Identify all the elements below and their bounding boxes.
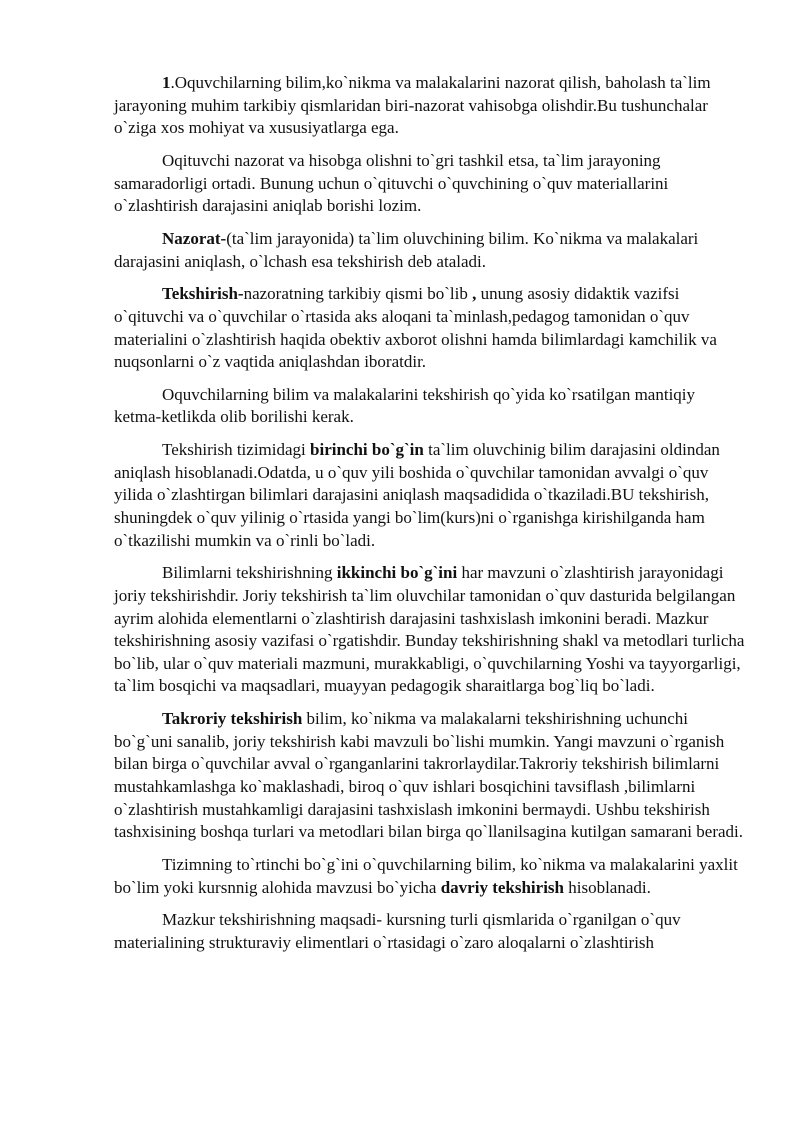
- paragraph-text: Bilimlarni tekshirishning: [162, 563, 337, 583]
- paragraph-3: [114, 228, 746, 273]
- paragraph-text-cont: har mavzuni o`zlashtirish jarayonidagi joriy tekshirishdir. Joriy tekshirish ta`lim oluvchilar tamonidan o`quv dasturida belgilangan ayrim alohida elementlarni o`zlashtirish darajasini tashxislash imkonini beradi. Mazkur tekshirishning asosiy vazifasi o`rgatishdir. Bunday tekshirishning shakl va metodlari turlicha bo`lib, ular o`quv materiali mazmuni, murakkabligi, o`quvchilarning Yoshi va tayyorgarligi, ta`lim bosqichi va maqsadlari, muayyan pedagogik sharaitlarga bog`liq bo`ladi.: [114, 563, 745, 696]
- paragraph-text: Oquvchilarning bilim va malakalarini tekshirish qo`yida ko`rsatilgan mantiqiy ketma-ketlikda olib borilishi kerak.: [114, 384, 696, 427]
- paragraph-1: [114, 72, 746, 140]
- paragraph-number: 1: [162, 73, 171, 92]
- paragraph-text: Mazkur tekshirishning maqsadi- kursning turli qismlarida o`rganilgan o`quv materialining strukturaviy elimentlari o`rtasidagi o`zaro aloqalarni o`zlashtirish: [114, 910, 681, 952]
- paragraph-4: [114, 283, 746, 373]
- paragraph-text: bilim, ko`nikma va malakalarni tekshirishning uchunchi bo`g`uni sanalib, joriy tekshirish kabi mavzuli bo`lishi mumkin. Yangi mavzuni o`rganish bilan birga o`quvchilar avval o`rganganlarini takrorlaydilar.Takroriy tekshirish bilimlarni mustahkamlashga ko`maklashadi, biroq o`quv ishlari bosqichini tavsiflash ,bilimlarni o`zlashtirish mustahkamligi darajasini tashxislash imkonini bermaydi. Ushbu tekshirish tashxisining boshqa turlari va metodlari bilan birga qo`llanilsagina kutilgan samarani beradi.: [114, 709, 743, 842]
- bold-comma: ,: [472, 284, 477, 304]
- paragraph-2: [114, 150, 746, 218]
- paragraph-text: Tekshirish tizimidagi: [162, 440, 311, 460]
- term-ikkinchi-bogini: ikkinchi bo`g`ini: [336, 563, 458, 583]
- paragraph-text-cont: unung asosiy didaktik vazifsi o`qituvchi va o`quvchilar o`rtasida aks aloqani ta`minlash,pedagog tamonidan o`quv materialini o`zlashtirish haqida obektiv axborot olishni hamda bilimlardagi kamchilik va nuqsonlarni o`z vaqtida aniqlashdan iboratdir.: [114, 284, 717, 372]
- paragraph-text-cont: hisoblanadi.: [564, 877, 651, 897]
- paragraph-7: [114, 562, 746, 698]
- paragraph-9: [114, 854, 746, 899]
- document-page: [114, 72, 746, 965]
- paragraph-text: .Oquvchilarning bilim,ko`nikma va malakalarini nazorat qilish, baholash ta`lim jarayoning muhim tarkibiy qismlaridan biri-nazorat vahisobga olishdir.Bu tushunchalar o`ziga xos mohiyat va xususiyatlarga ega.: [114, 73, 711, 138]
- term-takroriy-tekshirish: Takroriy tekshirish: [162, 709, 303, 729]
- paragraph-text: Tizimning to`rtinchi bo`g`ini o`quvchilarning bilim, ko`nikma va malakalarini yaxlit bo`lim yoki kursnnig alohida mavzusi bo`yicha: [114, 854, 738, 897]
- paragraph-8: [114, 708, 746, 844]
- term-tekshirish: Tekshirish-: [162, 284, 244, 304]
- paragraph-text: nazoratning tarkibiy qismi bo`lib: [243, 284, 473, 304]
- term-birinchi-bogin: birinchi bo`g`in: [310, 440, 424, 460]
- paragraph-text: (ta`lim jarayonida) ta`lim oluvchining bilim. Ko`nikma va malakalari darajasini aniqlash, o`lchash esa tekshirish deb ataladi.: [114, 228, 699, 271]
- paragraph-text-cont: ta`lim oluvchinig bilim darajasini oldindan aniqlash hisoblanadi.Odatda, u o`quv yili boshida o`quvchilar tamonidan avvalgi o`quv yilida o`zlashtirgan bilimlari darajasini aniqlash maqsadidida o`tkaziladi.BU tekshirish, shuningdek o`quv yilinig o`rtasida yangi bo`lim(kurs)ni o`rganishga kirishilganda ham o`tkazilishi mumkin va o`rinli bo`ladi.: [114, 440, 720, 550]
- paragraph-text: Oqituvchi nazorat va hisobga olishni to`gri tashkil etsa, ta`lim jarayoning samaradorligi ortadi. Bunung uchun o`qituvchi o`quvchining o`quv materiallarini o`zlashtirish darajasini aniqlab borishi lozim.: [114, 150, 669, 216]
- paragraph-6: [114, 439, 746, 552]
- term-nazorat: Nazorat-: [162, 228, 227, 248]
- paragraph-10: [114, 909, 746, 954]
- term-davriy-tekshirish: davriy tekshirish: [440, 877, 564, 897]
- paragraph-5: [114, 384, 746, 429]
